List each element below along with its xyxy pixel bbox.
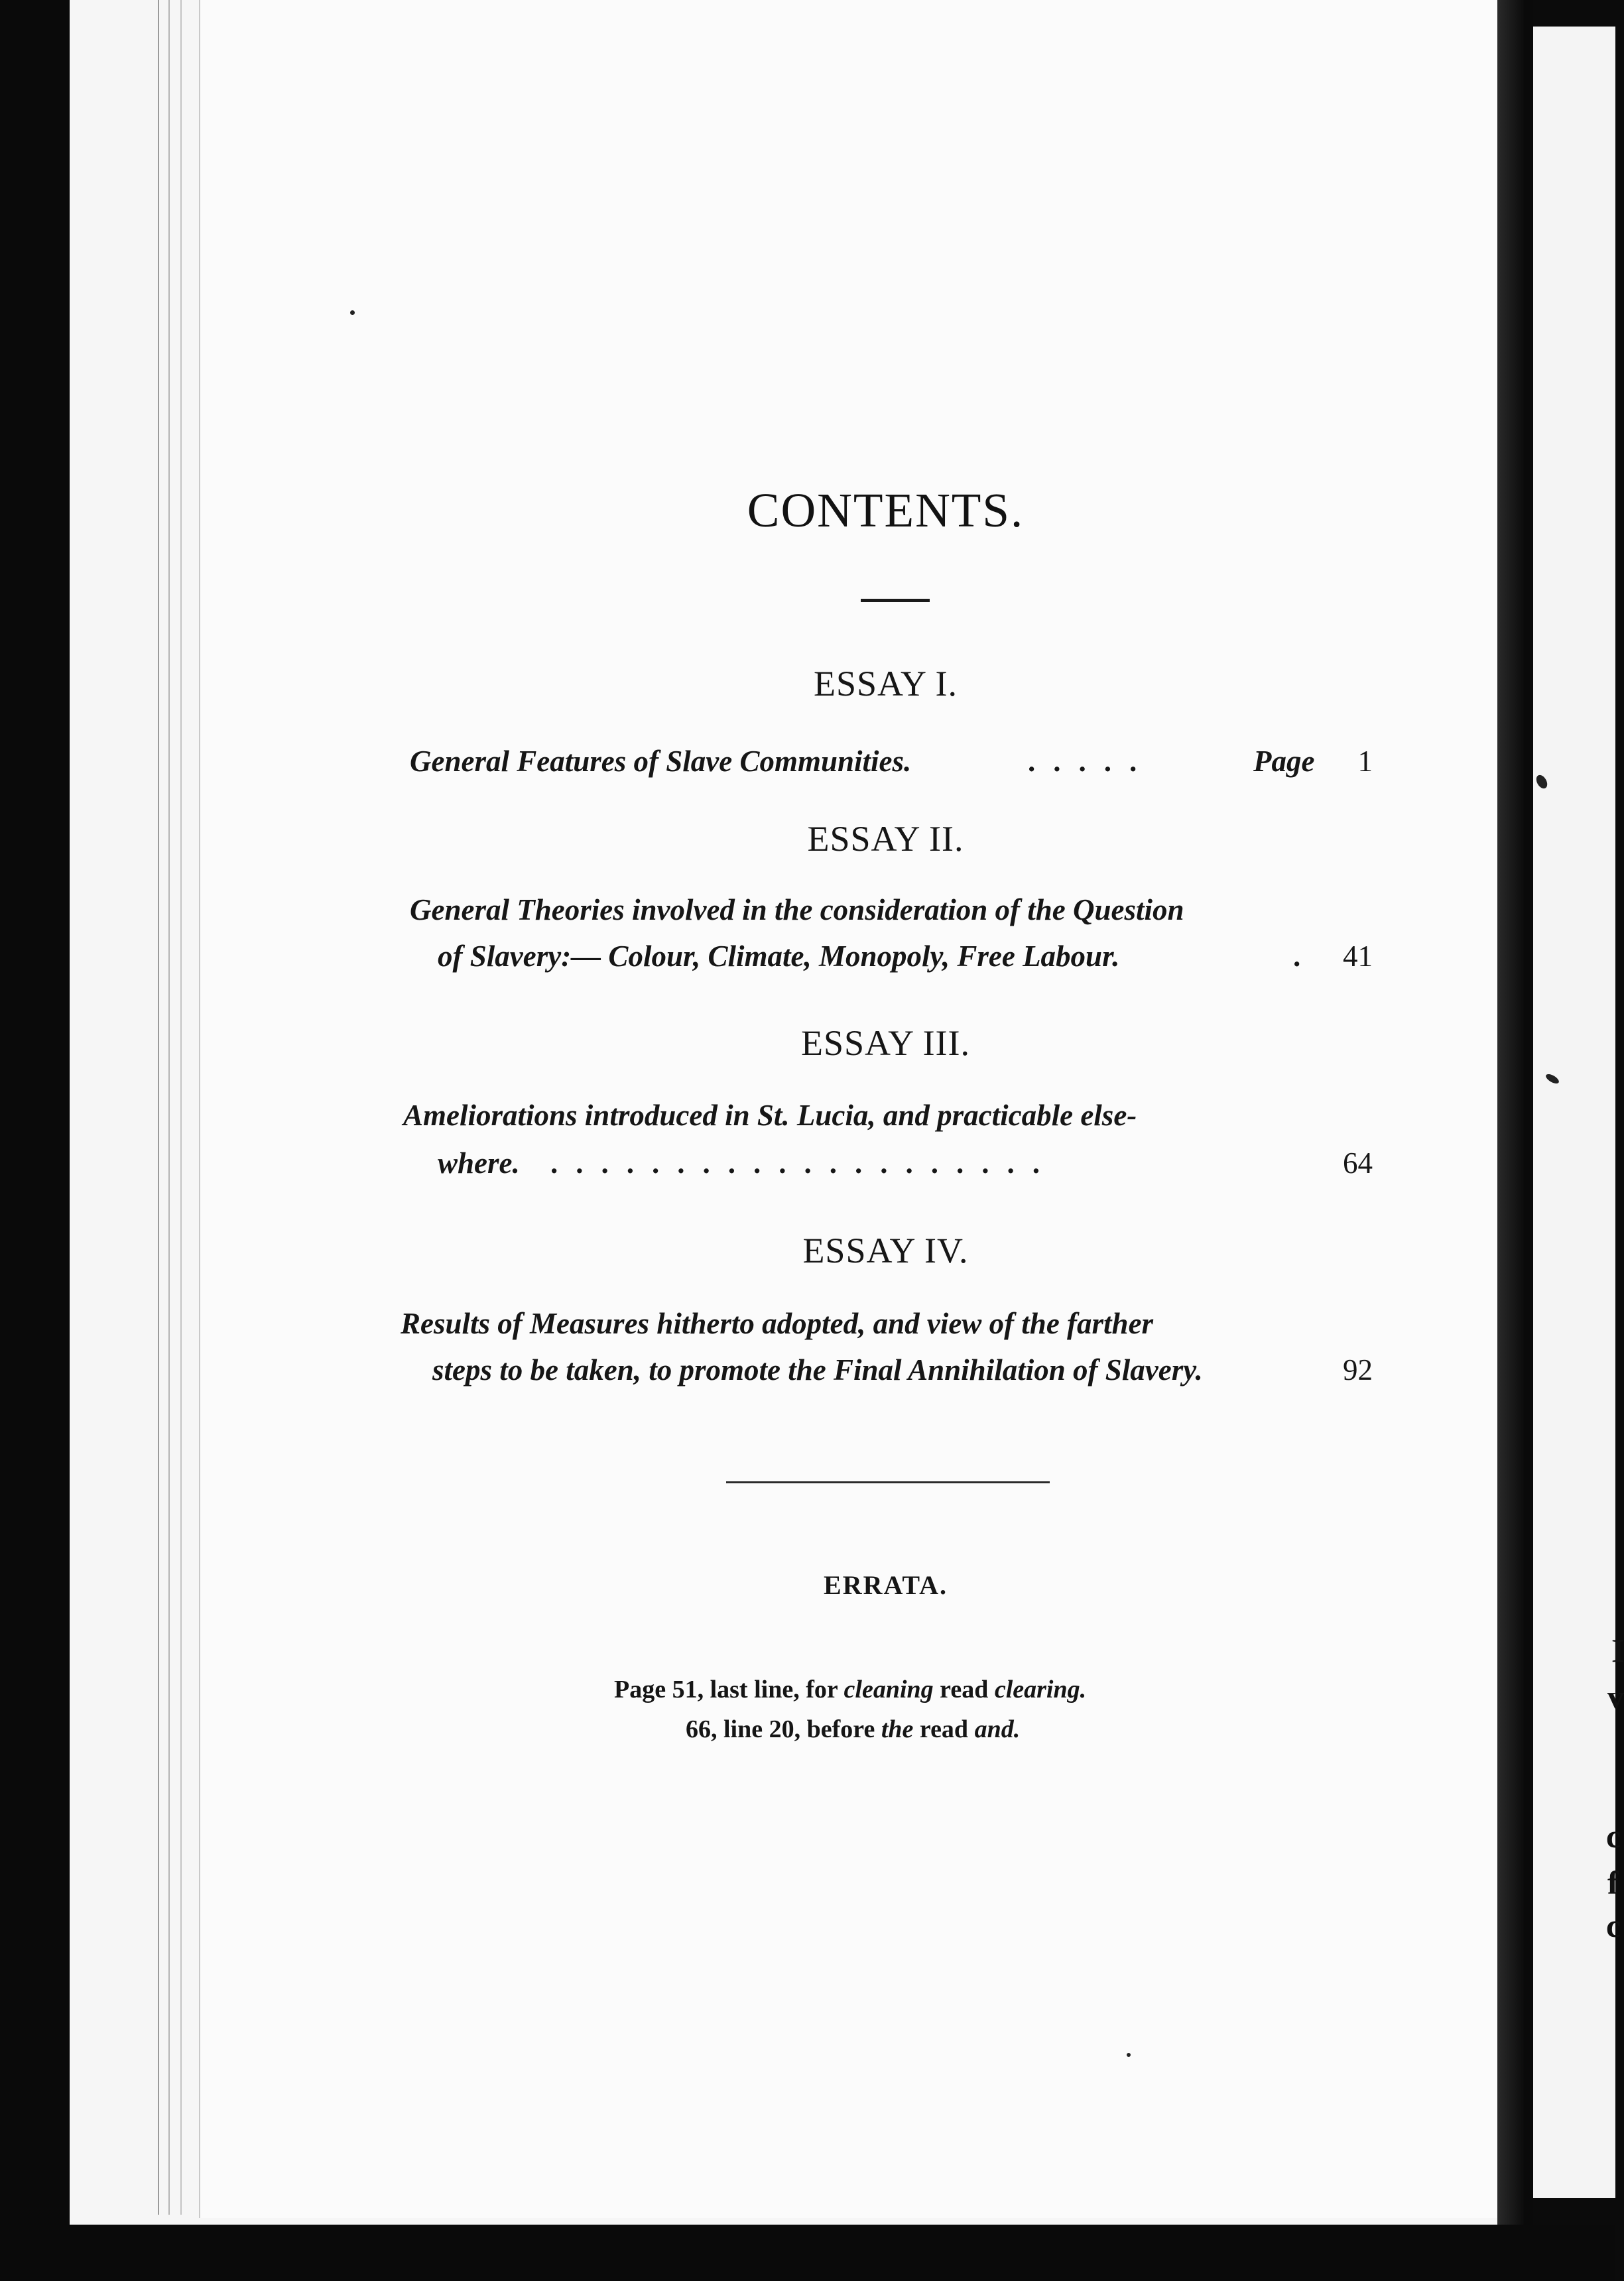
essay-heading: ESSAY IV. (802, 1231, 969, 1270)
leader-dots: ..... (1028, 745, 1155, 778)
section-divider (726, 1481, 1050, 1483)
page-number: 64 (1343, 1146, 1373, 1180)
contents-entry-line: General Features of Slave Communities. (410, 745, 912, 778)
page-label: Page (1253, 745, 1315, 778)
page-edge-line (180, 0, 182, 2215)
contents-entry-line: where. (438, 1146, 520, 1180)
errata-wrong-word: cleaning (843, 1676, 934, 1703)
scanner-border-bottom (0, 2225, 1615, 2281)
essay-heading: ESSAY I. (813, 664, 958, 704)
errata-word: the (881, 1715, 914, 1743)
page-number: 1 (1357, 745, 1373, 778)
contents-entry-line: Results of Measures hitherto adopted, and view of the farther (401, 1307, 1154, 1340)
errata-text: Page 51, last line, for (614, 1676, 838, 1703)
contents-entry-line: steps to be taken, to promote the Final Annihilation of Slavery. (432, 1353, 1203, 1387)
page-number: 92 (1343, 1353, 1373, 1387)
essay-heading: ESSAY II. (807, 819, 964, 859)
leader-dots: .................... (550, 1146, 1058, 1180)
essay-heading: ESSAY III. (800, 1023, 971, 1063)
next-page-fragment: I (1611, 1632, 1624, 1669)
next-page-fragment: c (1606, 1818, 1621, 1855)
errata-title: ERRATA. (824, 1570, 948, 1600)
scanner-border-right (1524, 0, 1533, 2281)
leader-dots: . (1293, 940, 1319, 973)
next-page-fragment: c (1606, 1907, 1621, 1944)
next-page-strip (1533, 27, 1624, 2198)
contents-entry-line: of Slavery:— Colour, Climate, Monopoly, Free Labour. (438, 940, 1120, 973)
contents-entry-line: General Theories involved in the consideration of the Question (410, 893, 1184, 926)
errata-text: read (940, 1676, 989, 1703)
errata-line (614, 1675, 1086, 1704)
title-rule (861, 599, 930, 602)
contents-entry-line: Ameliorations introduced in St. Lucia, and practicable else- (403, 1099, 1137, 1132)
errata-text: 66, line 20, before (686, 1715, 875, 1743)
page-gutter-shadow (1497, 0, 1524, 2225)
page-edge-line (158, 0, 159, 2215)
errata-line (686, 1715, 1020, 1744)
next-page-fragment: f (1607, 1864, 1619, 1901)
errata-text: read (919, 1715, 969, 1743)
page-number: 41 (1343, 940, 1373, 973)
next-page-fragment: v (1607, 1678, 1624, 1715)
errata-correct-word: clearing. (994, 1676, 1087, 1703)
page-edge-line (168, 0, 170, 2215)
scanner-border-left (0, 0, 70, 2281)
page-title: CONTENTS. (747, 483, 1025, 537)
errata-insert-word: and. (974, 1715, 1021, 1743)
scan-speck (1127, 2053, 1131, 2057)
scan-speck (350, 310, 355, 315)
